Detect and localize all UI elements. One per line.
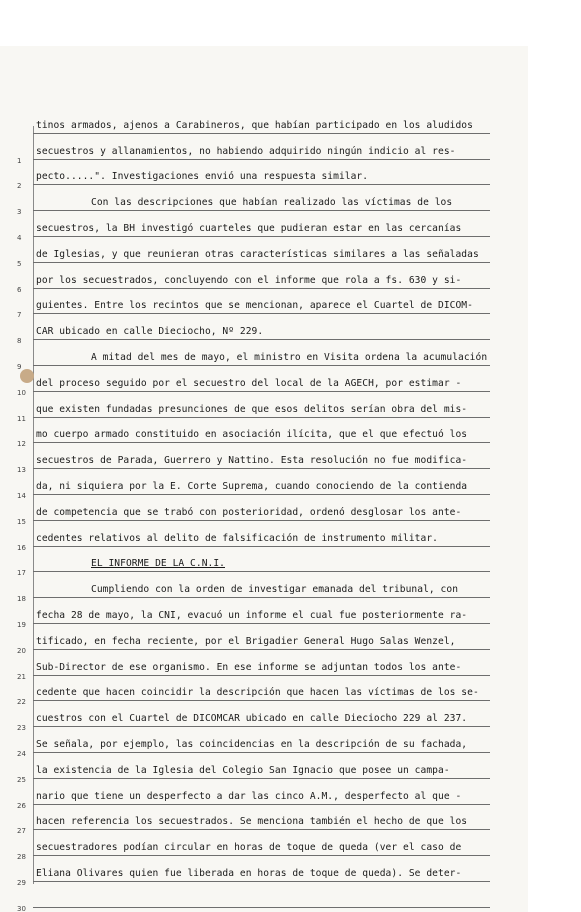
text-line [17,701,490,733]
line-number: 25 [17,775,26,784]
line-number: 2 [17,182,22,191]
text-line [17,237,490,268]
line-number: 14 [17,491,26,500]
text-line [17,185,490,217]
line-number: 13 [17,466,26,475]
document-page [0,46,528,912]
line-text: de Iglesias, y que reunieran otras características similares a las señaladas [36,248,479,260]
line-text: secuestros de Parada, Guerrero y Nattino. Esta resolución no fue modifica- [36,455,468,467]
line-text: da, ni siquiera por la E. Corte Suprema, cuando conociendo de la contienda [36,480,468,492]
line-number: 15 [17,517,26,526]
ruled-lines [17,108,490,912]
line-number: 5 [17,259,22,268]
text-line [17,263,490,294]
line-number: 30 [17,904,26,912]
line-text: cedente que hacen coincidir la descripción que hacen las víctimas de los se- [36,687,479,699]
line-number: 29 [17,878,26,887]
text-line [17,160,490,191]
line-number: 23 [17,724,26,733]
line-number: 12 [17,440,26,449]
line-number: 9 [17,362,22,371]
line-text: que existen fundadas presunciones de que esos delitos serían obra del mis- [36,403,468,415]
line-text: hacen referencia los secuestrados. Se menciona también el hecho de que los [36,816,468,828]
line-number: 20 [17,646,26,655]
line-text: pecto.....". Investigaciones envió una respuesta similar. [36,171,369,183]
punch-hole [20,369,34,383]
line-text: nario que tiene un desperfecto a dar las cinco A.M., desperfecto al que - [36,790,462,802]
line-number: 8 [17,337,22,346]
line-number: 22 [17,698,26,707]
line-text: de competencia que se trabó con posterioridad, ordenó desglosar los ante- [36,506,462,518]
text-line [17,366,490,397]
text-line [17,211,490,242]
line-text: fecha 28 de mayo, la CNI, evacuó un informe el cual fue posteriormente ra- [36,609,468,621]
line-text: secuestradores podían circular en horas de toque de queda (ver el caso de [36,842,462,854]
line-text: Con las descripciones que habían realizado las víctimas de los [91,197,453,209]
line-number: 17 [17,569,26,578]
line-text: secuestros, la BH investigó cuarteles que pudieran estar en las cercanías [36,222,462,234]
section-heading: EL INFORME DE LA C.N.I. [91,558,225,570]
line-number: 1 [17,156,22,165]
line-number: 6 [17,285,22,294]
line-text: Se señala, por ejemplo, las coincidencias en la descripción de su fachada, [36,738,468,750]
line-text: por los secuestrados, concluyendo con el informe que rola a fs. 630 y si- [36,274,462,286]
line-text: la existencia de la Iglesia del Colegio San Ignacio que posee un campa- [36,764,450,776]
line-number: 4 [17,233,22,242]
text-line [17,314,490,346]
line-text: secuestros y allanamientos, no habiendo adquirido ningún indicio al res- [36,145,456,157]
line-number: 10 [17,388,26,397]
line-text: Sub-Director de ese organismo. En ese informe se adjuntan todos los ante- [36,661,462,673]
line-number: 26 [17,801,26,810]
text-line [17,134,490,165]
line-text: Eliana Olivares quien fue liberada en horas de toque de queda). Se deter- [36,867,462,879]
line-number: 11 [17,414,26,423]
line-number: 18 [17,595,26,604]
line-text: CAR ubicado en calle Dieciocho, Nº 229. [36,326,264,338]
line-text: del proceso seguido por el secuestro del local de la AGECH, por estimar - [36,377,462,389]
text-line [17,340,490,371]
line-text: tificado, en fecha reciente, por el Brigadier General Hugo Salas Wenzel, [36,635,456,647]
line-number: 21 [17,672,26,681]
line-number: 19 [17,620,26,629]
line-text: Cumpliendo con la orden de investigar emanada del tribunal, con [91,584,459,596]
line-text: mo cuerpo armado constituido en asociación ilícita, que el que efectuó los [36,429,468,441]
line-text: guientes. Entre los recintos que se mencionan, aparece el Cuartel de DICOM- [36,300,473,312]
text-line [33,108,490,134]
line-text: cedentes relativos al delito de falsificación de instrumento militar. [36,532,438,544]
line-number: 24 [17,749,26,758]
line-number: 27 [17,827,26,836]
line-number: 16 [17,543,26,552]
line-number: 28 [17,853,26,862]
line-number: 3 [17,208,22,217]
text-line [17,289,490,320]
line-text: A mitad del mes de mayo, el ministro en Visita ordena la acumulación [91,351,488,363]
line-text: tinos armados, ajenos a Carabineros, que habían participado en los aludidos [36,119,473,131]
line-text: cuestros con el Cuartel de DICOMCAR ubicado en calle Dieciocho 229 al 237. [36,713,468,725]
line-number: 7 [17,311,22,320]
